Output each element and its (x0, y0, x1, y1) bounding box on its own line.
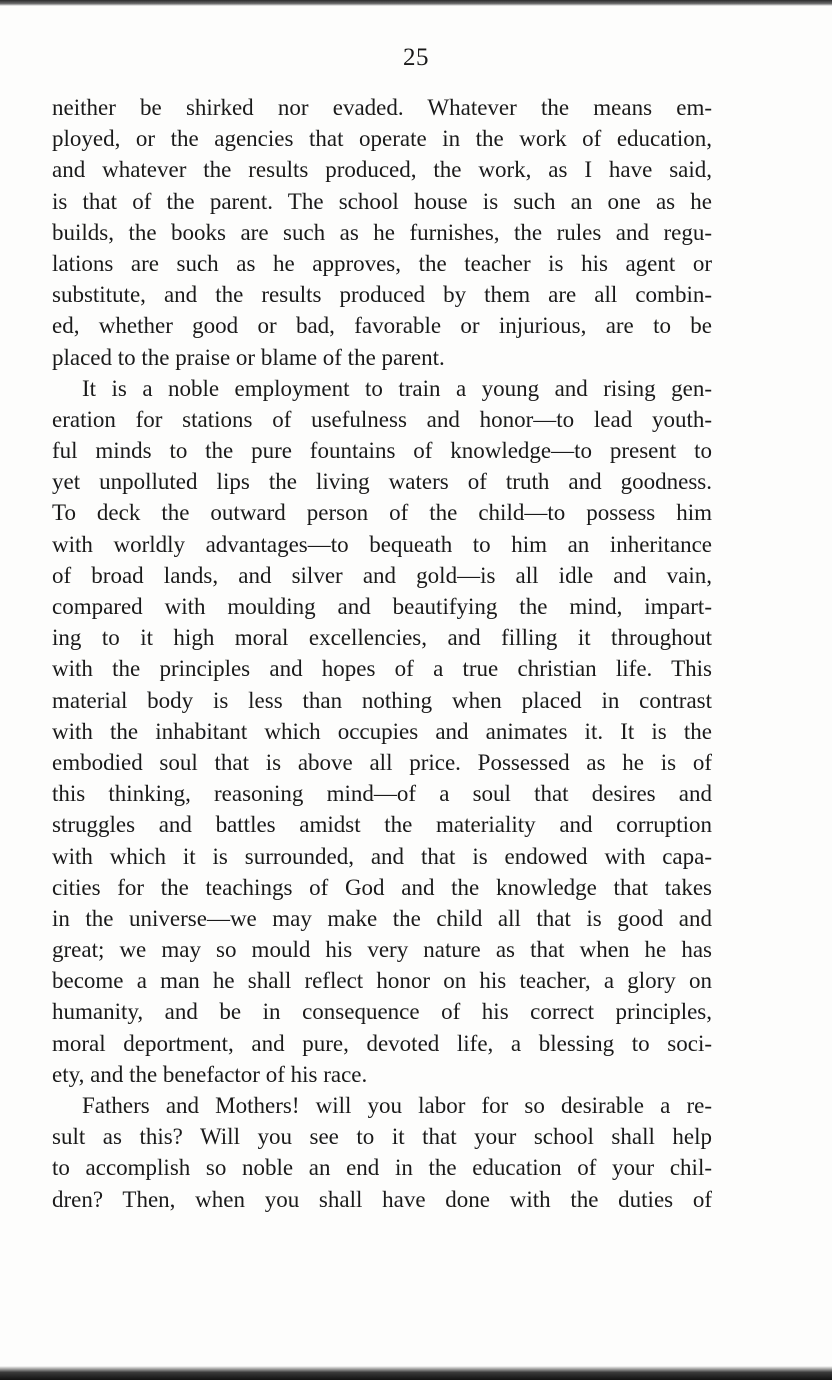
text-line: dren? Then, when you shall have done with the duties of (52, 1186, 712, 1212)
text-line: this thinking, reasoning mind—of a soul that desires and (52, 781, 712, 807)
text-line: in the universe—we may make the child all that is good and (52, 905, 712, 931)
text-line: and whatever the results produced, the work, as I have said, (52, 157, 712, 183)
text-line: embodied soul that is above all price. Possessed as he is of (52, 749, 712, 775)
text-line: ed, whether good or bad, favorable or injurious, are to be (52, 313, 712, 339)
text-line: ety, and the benefactor of his race. (52, 1061, 368, 1087)
text-line: with worldly advantages—to bequeath to him an inheritance (52, 531, 712, 557)
text-line: ing to it high moral excellencies, and filling it throughout (52, 625, 712, 651)
text-line: great; we may so mould his very nature as that when he has (52, 937, 712, 963)
text-line: builds, the books are such as he furnishes, the rules and regu- (52, 219, 712, 245)
text-line: to accomplish so noble an end in the education of your chil- (52, 1155, 712, 1181)
text-line: ployed, or the agencies that operate in the work of education, (52, 126, 712, 152)
text-line: moral deportment, and pure, devoted life, a blessing to soci- (52, 1030, 712, 1056)
page-top-edge (0, 0, 832, 6)
text-line: of broad lands, and silver and gold—is all idle and vain, (52, 562, 712, 588)
text-line: yet unpolluted lips the living waters of truth and goodness. (52, 469, 712, 495)
text-line: neither be shirked nor evaded. Whatever the means em- (52, 95, 712, 120)
text-line: compared with moulding and beautifying the mind, impart- (52, 594, 712, 619)
text-line: ful minds to the pure fountains of knowledge—to present to (52, 438, 712, 464)
text-line: material body is less than nothing when placed in contrast (52, 687, 712, 713)
text-line: sult as this? Will you see to it that your school shall help (52, 1124, 712, 1150)
text-line: placed to the praise or blame of the parent. (52, 344, 445, 370)
text-line: Fathers and Mothers! will you labor for so desirable a re- (82, 1093, 712, 1118)
text-line: substitute, and the results produced by them are all combin- (52, 282, 712, 308)
text-line: humanity, and be in consequence of his correct principles, (52, 999, 712, 1025)
text-line: is that of the parent. The school house is such an one as he (52, 188, 712, 214)
text-line: with the principles and hopes of a true christian life. This (52, 656, 712, 682)
text-line: It is a noble employment to train a young and rising gen- (82, 375, 712, 401)
page-bottom-edge (0, 1366, 832, 1380)
text-line: become a man he shall reflect honor on his teacher, a glory on (52, 968, 712, 994)
text-line: eration for stations of usefulness and honor—to lead youth- (52, 406, 712, 432)
text-line: struggles and battles amidst the materiality and corruption (52, 812, 712, 838)
text-line: cities for the teachings of God and the knowledge that takes (52, 874, 712, 900)
body-text (52, 92, 712, 1215)
page-number: 25 (403, 44, 429, 71)
text-line: lations are such as he approves, the teacher is his agent or (52, 250, 712, 276)
text-line: with which it is surrounded, and that is endowed with capa- (52, 843, 712, 869)
text-line: To deck the outward person of the child—to possess him (52, 500, 712, 526)
text-line: with the inhabitant which occupies and animates it. It is the (52, 718, 712, 744)
